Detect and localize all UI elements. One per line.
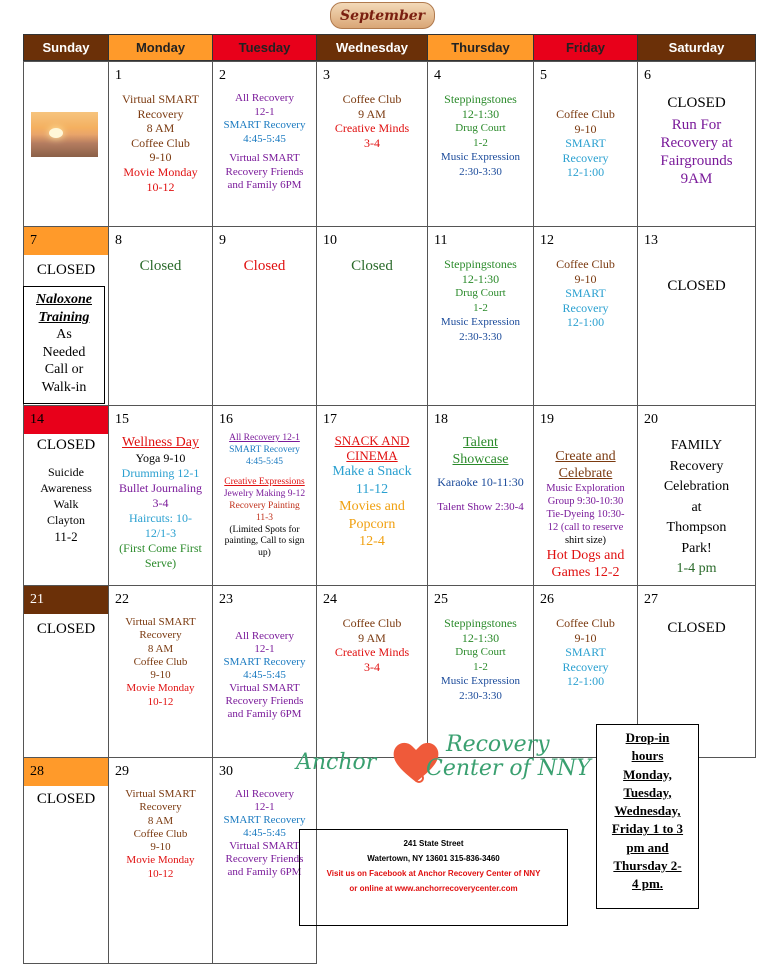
day-cell-28 [23,757,109,964]
month-title: September [339,7,426,24]
event-text: FAMILY Recovery Celebration at Thompson Park! 1-4 pm [663,438,730,576]
day-number: 15 [115,412,129,427]
event-text: SNACK AND CINEMA Make a Snack 11-12 Movies and Popcorn 12-4 [332,433,412,549]
day-cell-10 [316,226,428,406]
event-text: Steppingstones 12-1:30 Drug Court 1-2 Music Expression 2:30-3:30 [440,257,521,343]
month-title-banner [330,2,435,29]
event-text: Coffee Club 9-10 SMART Recovery 12-1:00 [556,107,615,180]
day-cell-22 [108,585,213,758]
sunset-photo [31,112,98,157]
day-number: 7 [30,233,37,248]
day-number: 27 [644,592,658,607]
logo-word-anchor: Anchor [296,750,377,775]
event-text: Steppingstones 12-1:30 Drug Court 1-2 Music Expression 2:30-3:30 [440,616,521,702]
day-number: 22 [115,592,129,607]
address-box [299,829,568,926]
event-text: Closed [139,258,182,274]
day-cell-13 [637,226,756,406]
header-friday: Friday [533,34,638,61]
day-number: 26 [540,592,554,607]
logo-word-center: Center of NNY [426,756,591,781]
day-cell-17 [316,405,428,586]
event-text: CLOSED [36,791,96,807]
day-number: 5 [540,68,547,83]
header-wednesday: Wednesday [316,34,428,61]
day-cell-4 [427,61,534,227]
event-text: Virtual SMART Recovery 8 AM Coffee Club 9-10 Movie Monday 10-12 [122,92,199,194]
day-number: 23 [219,592,233,607]
day-cell-9 [212,226,317,406]
day-number: 25 [434,592,448,607]
day-number: 18 [434,412,448,427]
event-text: Create and Celebrate Music Exploration Group 9:30-10:30 Tie-Dyeing 10:30- 12 (call to reserve shirt size) Hot Dogs and Games 12-2 [546,449,625,580]
event-text: Closed [351,258,393,274]
day-cell-20 [637,405,756,586]
day-number: 13 [644,233,658,248]
day-cell-11 [427,226,534,406]
event-text: Coffee Club 9 AM Creative Minds 3-4 [334,616,410,674]
day-number: 10 [323,233,337,248]
event-text: All Recovery 12-1 SMART Recovery 4:45-5:45 Creative Expressions Jewelry Making 9-12 Recovery Painting 11-3 (Limited Spots for painting, Call to sign up) [223,433,306,559]
event-text: All Recovery 12-1 SMART Recovery 4:45-5:45 Virtual SMART Recovery Friends and Family 6PM [223,788,306,878]
day-number: 3 [323,68,330,83]
event-text: Wellness Day Yoga 9-10 Drumming 12-1 Bullet Journaling 3-4 Haircuts: 10- 12/1-3 (First Come First Serve) [119,435,202,570]
event-text: CLOSED Suicide Awareness Walk Clayton 11-2 [36,437,96,544]
day-number: 8 [115,233,122,248]
event-text: Closed [243,258,286,274]
event-text: CLOSED [36,621,96,637]
anchor-recovery-logo [296,730,601,826]
day-cell-18 [427,405,534,586]
day-number: 29 [115,764,129,779]
event-text: Virtual SMART Recovery 8 AM Coffee Club 9-10 Movie Monday 10-12 [125,788,196,880]
event-text: CLOSED Run For Recovery at Fairgrounds 9AM [660,95,733,187]
day-cell-3 [316,61,428,227]
day-number: 30 [219,764,233,779]
day-cell-15 [108,405,213,586]
dropin-hours-box: Drop-in hours Monday, Tuesday, Wednesday, Friday 1 to 3 pm and Thursday 2- 4 pm. [596,724,699,909]
day-cell-12 [533,226,638,406]
facebook-note: Visit us on Facebook at Anchor Recovery Center of NNY [326,869,541,878]
day-number: 20 [644,412,658,427]
day-number: 24 [323,592,337,607]
event-text: Coffee Club 9-10 SMART Recovery 12-1:00 [556,257,615,330]
day-number: 21 [30,592,44,607]
day-number: 11 [434,233,448,248]
header-tuesday: Tuesday [212,34,317,61]
day-cell-19 [533,405,638,586]
event-text: Talent Showcase Karaoke 10-11:30 Talent Show 2:30-4 [437,435,524,513]
logo-word-recovery: Recovery [446,732,550,757]
event-text: CLOSED [667,620,726,636]
event-text: CLOSED [36,262,96,278]
day-number: 12 [540,233,554,248]
day-number: 4 [434,68,441,83]
day-cell-14 [23,405,109,586]
day-number: 2 [219,68,226,83]
event-text: CLOSED [667,278,726,294]
day-number: 19 [540,412,554,427]
event-text: Virtual SMART Recovery 8 AM Coffee Club 9-10 Movie Monday 10-12 [125,616,196,708]
day-number: 16 [219,412,233,427]
day-number: 28 [30,764,44,779]
day-cell-2 [212,61,317,227]
day-cell-16 [212,405,317,586]
day-number: 9 [219,233,226,248]
website-note: or online at www.anchorrecoverycenter.com [349,884,518,893]
address-city-phone: Watertown, NY 13601 315-836-3460 [367,854,500,863]
address-street: 241 State Street [403,839,464,848]
header-monday: Monday [108,34,213,61]
header-saturday: Saturday [637,34,756,61]
naloxone-training-box: Naloxone Training As Needed Call or Walk-in [23,286,105,404]
day-cell-1 [108,61,213,227]
day-cell-8 [108,226,213,406]
header-sunday: Sunday [23,34,109,61]
day-cell-empty [23,61,109,227]
day-number: 1 [115,68,122,83]
event-text: Steppingstones 12-1:30 Drug Court 1-2 Music Expression 2:30-3:30 [440,92,521,178]
day-cell-5 [533,61,638,227]
event-text: Coffee Club 9 AM Creative Minds 3-4 [334,92,410,150]
day-cell-21 [23,585,109,758]
day-number: 17 [323,412,337,427]
event-text: Coffee Club 9-10 SMART Recovery 12-1:00 [556,616,615,689]
event-text: All Recovery 12-1 SMART Recovery 4:45-5:45 Virtual SMART Recovery Friends and Family 6PM [223,630,306,720]
header-thursday: Thursday [427,34,534,61]
day-number: 14 [30,412,44,427]
day-cell-6 [637,61,756,227]
day-number: 6 [644,68,651,83]
event-text: All Recovery 12-1 SMART Recovery 4:45-5:45 Virtual SMART Recovery Friends and Family 6PM [223,92,306,191]
day-cell-29 [108,757,213,964]
